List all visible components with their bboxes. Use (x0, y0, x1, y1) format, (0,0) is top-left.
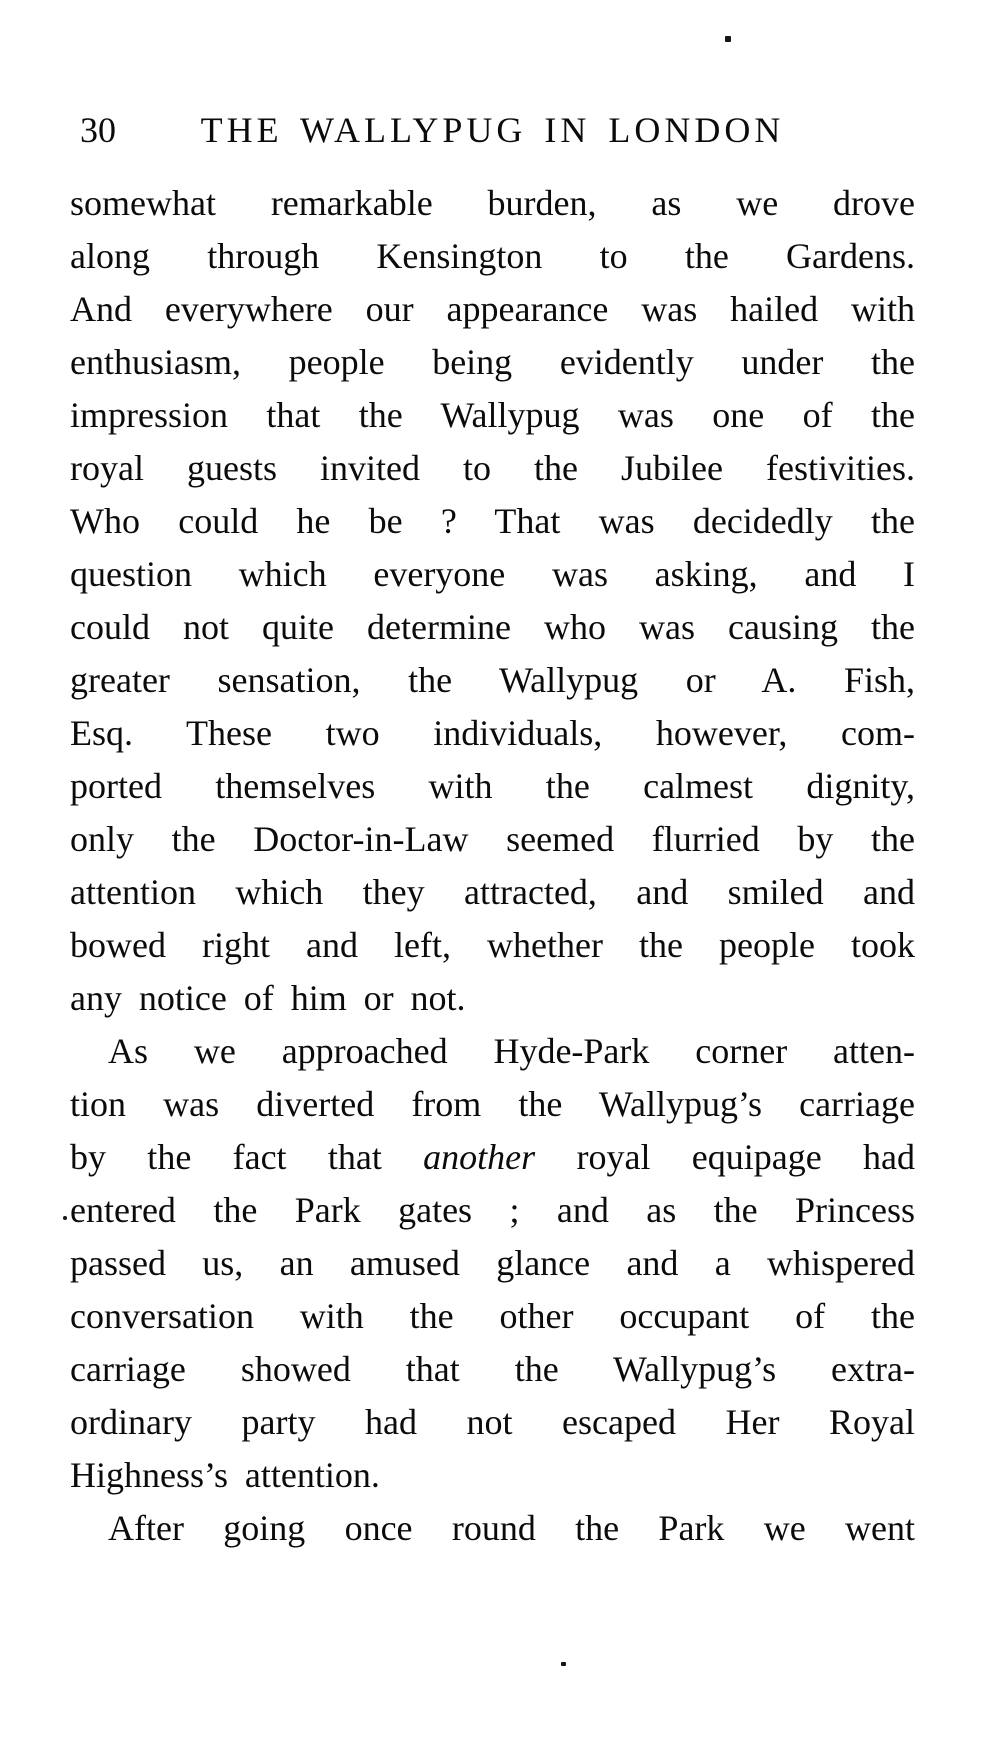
text-line: Esq. These two individuals, however, com- (70, 713, 915, 753)
body-text (70, 177, 915, 1555)
text-line: passed us, an amused glance and a whispered (70, 1243, 915, 1283)
text-line: any notice of him or not. (70, 978, 466, 1018)
ink-speck-margin (63, 1216, 67, 1220)
text-line: After going once round the Park we went (108, 1508, 915, 1548)
text-segment: by the fact that (70, 1137, 424, 1177)
ink-speck-top (725, 36, 731, 42)
text-line: question which everyone was asking, and I (70, 554, 915, 594)
running-header (0, 112, 996, 152)
page-number: 30 (80, 110, 116, 150)
text-line: carriage showed that the Wallypug’s extra- (70, 1349, 915, 1389)
text-line (70, 1131, 915, 1184)
text-line: greater sensation, the Wallypug or A. Fish, (70, 660, 915, 700)
ink-speck-bottom (561, 1662, 566, 1666)
text-line: tion was diverted from the Wallypug’s carriage (70, 1084, 915, 1124)
text-line: Highness’s attention. (70, 1455, 380, 1495)
text-line: impression that the Wallypug was one of the (70, 395, 915, 435)
text-segment: royal equipage had (535, 1137, 915, 1177)
text-line: Who could he be ? That was decidedly the (70, 501, 915, 541)
text-line: only the Doctor-in-Law seemed flurried by the (70, 819, 915, 859)
text-line: ported themselves with the calmest dignity, (70, 766, 915, 806)
text-line: royal guests invited to the Jubilee festivities. (70, 448, 915, 488)
text-line: And everywhere our appearance was hailed with (70, 289, 915, 329)
text-line: ordinary party had not escaped Her Royal (70, 1402, 915, 1442)
text-line: along through Kensington to the Gardens. (70, 236, 915, 276)
text-line: conversation with the other occupant of the (70, 1296, 915, 1336)
text-line: As we approached Hyde-Park corner atten- (108, 1031, 915, 1071)
text-line: attention which they attracted, and smiled and (70, 872, 915, 912)
text-line: could not quite determine who was causing the (70, 607, 915, 647)
text-line: entered the Park gates ; and as the Princess (70, 1190, 915, 1230)
text-line: bowed right and left, whether the people took (70, 925, 915, 965)
text-line: somewhat remarkable burden, as we drove (70, 183, 915, 223)
italic-word: another (423, 1137, 536, 1177)
running-title: THE WALLYPUG IN LONDON (200, 110, 785, 150)
text-line: enthusiasm, people being evidently under the (70, 342, 915, 382)
